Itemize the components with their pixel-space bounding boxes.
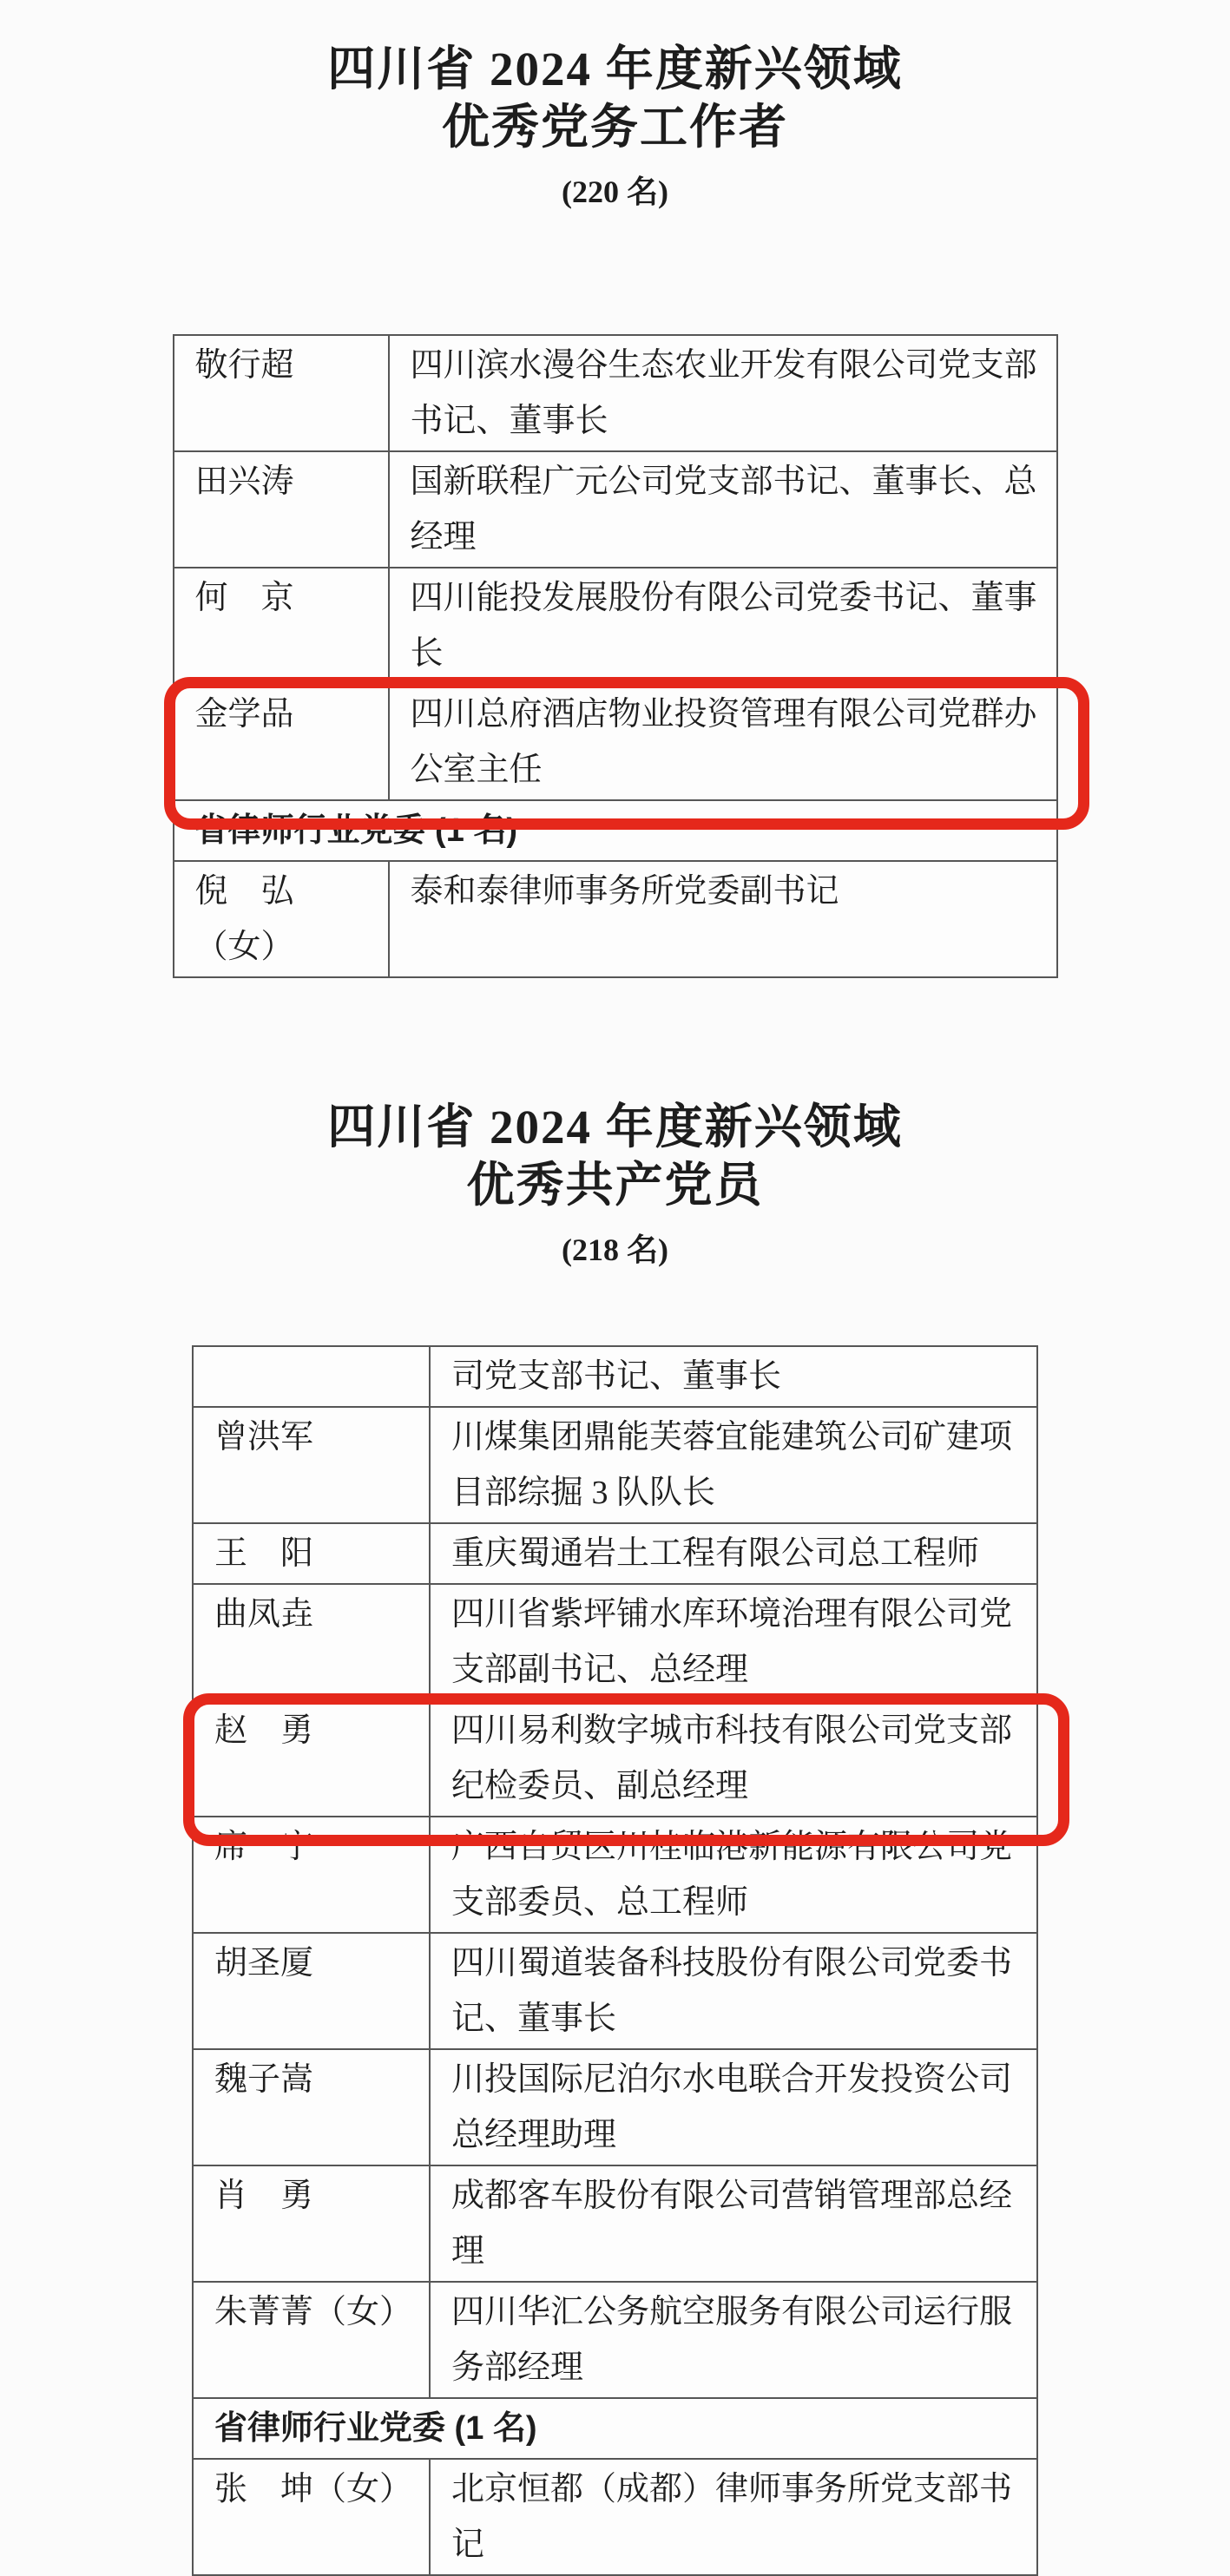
award-section <box>0 0 1230 978</box>
table-row <box>193 2165 1037 2282</box>
awardee-table <box>192 1345 1038 2576</box>
member-position-cell: 广西自贸区川桂临港新能源有限公司党支部委员、总工程师 <box>430 1817 1037 1933</box>
section-title-line2: 优秀共产党员 <box>466 1159 764 1212</box>
table-row <box>174 451 1057 568</box>
member-position-cell: 司党支部书记、董事长 <box>430 1346 1037 1407</box>
category-header-row <box>193 2398 1037 2459</box>
awardee-table <box>173 334 1058 978</box>
member-name-cell: 张 坤（女） <box>193 2459 430 2575</box>
category-header-label: 省律师行业党委 (1 名) <box>174 800 1057 861</box>
member-name-cell: 何 京 <box>174 568 389 684</box>
member-name-cell: 王 阳 <box>193 1523 430 1584</box>
awardee-count: (220 名) <box>562 174 668 209</box>
awardee-count: (218 名) <box>562 1232 668 1267</box>
category-header-row <box>174 800 1057 861</box>
member-position-cell: 四川易利数字城市科技有限公司党支部纪检委员、副总经理 <box>430 1700 1037 1817</box>
member-name-cell: 田兴涛 <box>174 451 389 568</box>
member-name-cell <box>193 1346 430 1407</box>
table-row <box>193 2459 1037 2575</box>
member-name-cell: 敬行超 <box>174 335 389 451</box>
member-position-cell: 泰和泰律师事务所党委副书记 <box>389 861 1057 977</box>
member-position-cell: 四川华汇公务航空服务有限公司运行服务部经理 <box>430 2282 1037 2398</box>
member-name-cell: 金学品 <box>174 684 389 800</box>
member-position-cell: 四川蜀道装备科技股份有限公司党委书记、董事长 <box>430 1933 1037 2049</box>
member-position-cell: 国新联程广元公司党支部书记、董事长、总经理 <box>389 451 1057 568</box>
table-row <box>193 1523 1037 1584</box>
table-row <box>174 335 1057 451</box>
member-position-cell: 四川滨水漫谷生态农业开发有限公司党支部书记、董事长 <box>389 335 1057 451</box>
member-name-cell: 倪 弘（女） <box>174 861 389 977</box>
member-name-cell: 肖 勇 <box>193 2165 430 2282</box>
member-name-cell: 曾洪军 <box>193 1407 430 1523</box>
table-row <box>193 1933 1037 2049</box>
category-header-label: 省律师行业党委 (1 名) <box>193 2398 1037 2459</box>
member-position-cell: 重庆蜀通岩土工程有限公司总工程师 <box>430 1523 1037 1584</box>
section-title-line1: 四川省 2024 年度新兴领域 <box>327 1101 903 1153</box>
table-row <box>193 1817 1037 1933</box>
table-row <box>193 1346 1037 1407</box>
member-name-cell: 曲凤垚 <box>193 1584 430 1700</box>
member-name-cell: 席 宁 <box>193 1817 430 1933</box>
table-row <box>174 861 1057 977</box>
table-row <box>193 1584 1037 1700</box>
member-name-cell: 胡圣厦 <box>193 1933 430 2049</box>
member-position-cell: 四川总府酒店物业投资管理有限公司党群办公室主任 <box>389 684 1057 800</box>
member-name-cell: 朱菁菁（女） <box>193 2282 430 2398</box>
member-position-cell: 川投国际尼泊尔水电联合开发投资公司总经理助理 <box>430 2049 1037 2165</box>
member-name-cell: 赵 勇 <box>193 1700 430 1817</box>
member-name-cell: 魏子嵩 <box>193 2049 430 2165</box>
section-title <box>0 40 1230 156</box>
award-section <box>0 978 1230 2576</box>
table-row <box>174 568 1057 684</box>
table-row <box>174 684 1057 800</box>
table-row <box>193 2049 1037 2165</box>
table-row <box>193 1407 1037 1523</box>
member-position-cell: 川煤集团鼎能芙蓉宜能建筑公司矿建项目部综掘 3 队队长 <box>430 1407 1037 1523</box>
member-position-cell: 北京恒都（成都）律师事务所党支部书记 <box>430 2459 1037 2575</box>
member-position-cell: 成都客车股份有限公司营销管理部总经理 <box>430 2165 1037 2282</box>
table-row <box>193 1700 1037 1817</box>
section-title-line1: 四川省 2024 年度新兴领域 <box>327 43 903 95</box>
section-title <box>0 1098 1230 1214</box>
member-position-cell: 四川省紫坪铺水库环境治理有限公司党支部副书记、总经理 <box>430 1584 1037 1700</box>
member-position-cell: 四川能投发展股份有限公司党委书记、董事长 <box>389 568 1057 684</box>
section-title-line2: 优秀党务工作者 <box>441 101 788 154</box>
table-row <box>193 2282 1037 2398</box>
